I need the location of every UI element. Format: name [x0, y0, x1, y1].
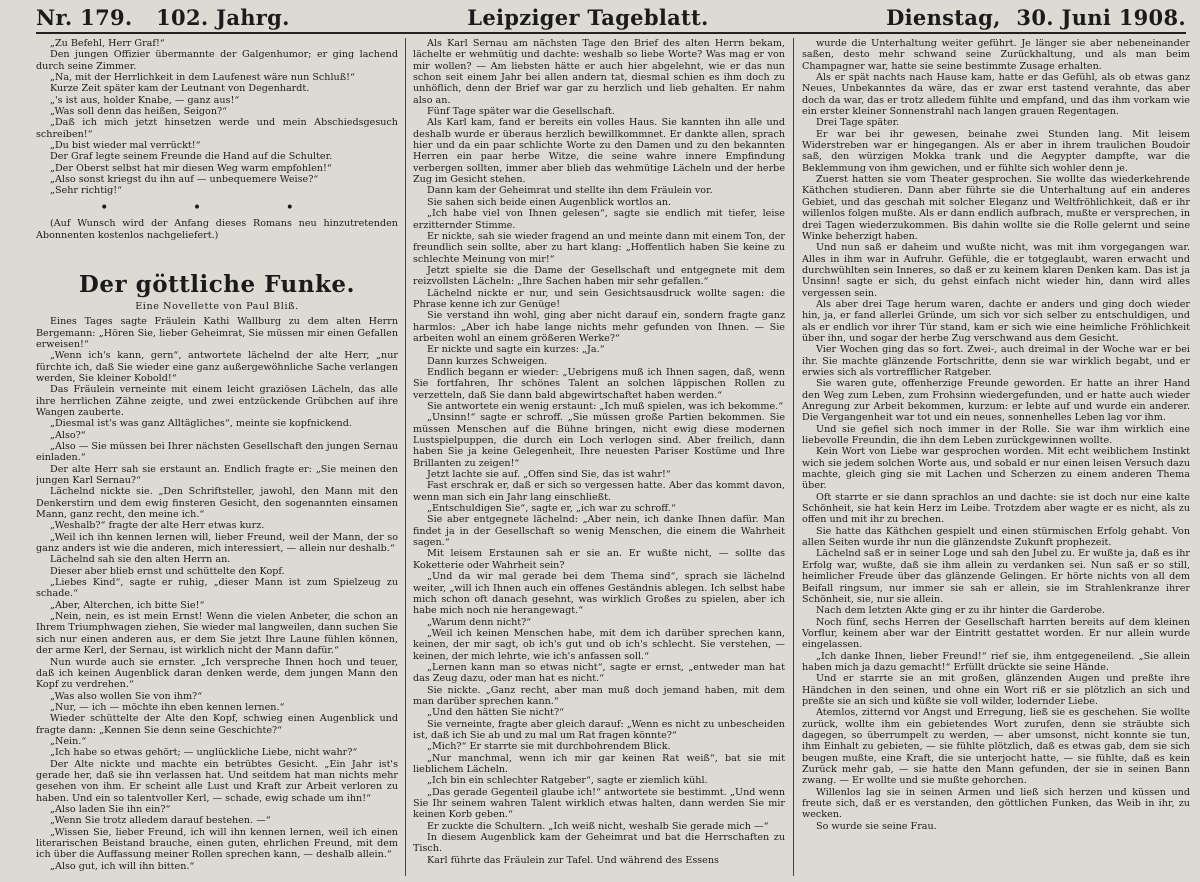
paragraph: Und er starrte sie an mit großen, glänzenden Augen und preßte ihre Händchen in den seinen, und ohne ein Wort riß er sie plötzlich an sich und preßte sie an sich und küßte sie voll wilder, lodernder Liebe.	[802, 673, 1190, 707]
paragraph: „Also laden Sie ihn ein?“	[50, 803, 171, 815]
paragraph: „'s ist aus, holder Knabe, — ganz aus!“	[50, 94, 240, 106]
paragraph: wurde die Unterhaltung weiter geführt. Je länger sie aber nebeneinander saßen, desto mehr schwand seine Zurückhaltung, und als man beim Champagner war, hatte sie seine bestimmte Zusage erhalten.	[802, 38, 1190, 72]
paragraph: Dann kam der Geheimrat und stellte ihn dem Fräulein vor.	[427, 185, 713, 197]
paragraph: Sie hatte das Käthchen gespielt und einen stürmischen Erfolg gehabt. Von allen Seiten wurde ihr nun die glänzendste Zukunft prophezeit.	[802, 525, 1190, 549]
paragraph: „Na, mit der Herrlichkeit in dem Laufenest wäre nun Schluß!“	[50, 72, 355, 84]
paragraph: „Sehr richtig!“	[50, 185, 123, 197]
column-divider	[793, 38, 794, 876]
paragraph: Jetzt spielte sie die Dame der Gesellschaft und entgegnete mit dem reizvollsten Lächeln: „Ihre Sachen haben mir sehr gefallen.“	[413, 264, 785, 288]
paragraph: „Weil ich keinen Menschen habe, mit dem ich darüber sprechen kann, keinen, der mir sagt, ob ich's gut und ob ich's schlecht. Sie verstehen, — keinen, der mich lehrte, wie ich's anfassen soll.“	[413, 627, 785, 662]
paragraph: „Was also wollen Sie von ihm?“	[50, 690, 203, 702]
paragraph: Als er spät nachts nach Hause kam, hatte er das Gefühl, als ob etwas ganz Neues, Unbekanntes da wäre, das er zwar erst tastend verahnte, das aber doch da war, das er trotz alledem fühlte und empfand, und das ihm vorkam wie ein erster kleiner Sonnenstrahl nach langen grauen Regentagen.	[802, 72, 1190, 118]
paragraph: Er war bei ihr gewesen, beinahe zwei Stunden lang. Mit leisem Widerstreben war er hingegangen. Als er aber in ihrem traulichen Boudoir saß, den würzigen Mokka trank und die Aegypter dampfte, war die Beklemmung von ihm gewichen, und er fühlte sich wohler denn je.	[802, 128, 1190, 174]
paragraph: „Und den hätten Sie nicht?“	[427, 707, 565, 719]
paragraph: Karl führte das Fräulein zur Tafel. Und während des Essens	[427, 854, 719, 866]
paragraph: Kurze Zeit später kam der Leutnant von Degenhardt.	[50, 83, 310, 95]
issue-date	[886, 5, 1186, 30]
paragraph: „Liebes Kind“, sagte er ruhig, „dieser Mann ist zum Spielzeug zu schade.“	[36, 577, 398, 600]
paragraph: Oft starrte er sie dann sprachlos an und dachte: sie ist doch nur eine kalte Schönheit, sie hat kein Herz im Leibe. Trotzdem aber wagte er es nicht, als zu offen und mit ihr zu brechen.	[802, 491, 1190, 526]
paragraph: „Nein.“	[50, 735, 87, 747]
paragraph: Lächelnd nickte er nur, und sein Gesichtsausdruck wollte sagen: die Phrase kenne ich zur Genüge!	[413, 287, 785, 310]
paragraph: Mit leisem Erstaunen sah er sie an. Er wußte nicht, — sollte das Koketterie oder Wahrheit sein?	[413, 548, 785, 571]
paragraph: Der alte Herr sah sie erstaunt an. Endlich fragte er: „Sie meinen den jungen Karl Sernau?“	[36, 463, 398, 486]
paragraph: Der Alte nickte und machte ein betrübtes Gesicht. „Ein Jahr ist's gerade her, daß sie ihn verlassen hat. Und seitdem hat man nichts mehr gesehen von ihm. Er scheint alle Lust und Kraft zur Arbeit verloren zu haben. Und ein so talentvoller Kerl, — schade, ewig schade um ihn!“	[36, 758, 398, 804]
paragraph: Drei Tage später.	[816, 117, 900, 129]
serial-novel-ending	[36, 38, 398, 197]
paragraph: „Nein, nein, es ist mein Ernst! Wenn die vielen Anbeter, die schon an Ihrem Triumphwagen ziehen, Sie wieder mal langweilen, dann suchen Sie sich nur einen anderen aus, er dem Sie jetzt Ihre Laune fühlen können, der arme Kerl, der Sernau, ist wirklich nicht der Mann dafür.“	[36, 611, 398, 657]
paragraph: Er nickte und sagte ein kurzes: „Ja.“	[427, 344, 605, 356]
section-separator: • • •	[100, 199, 334, 216]
paragraph: Vier Wochen ging das so fort. Zwei-, auch dreimal in der Woche war er bei ihr. Sie machte glänzende Fortschritte, denn sie war wirklich begabt, und er erwies sich als vortrefflicher Ratgeber.	[802, 344, 1190, 378]
paragraph: „Ich habe so etwas gehört; — unglückliche Liebe, nicht wahr?“	[50, 747, 358, 759]
editorial-note: (Auf Wunsch wird der Anfang dieses Romans neu hinzutretenden Abonnenten kostenlos nachgeliefert.)	[36, 218, 398, 241]
paragraph: Nun wurde auch sie ernster. „Ich verspreche Ihnen hoch und teuer, daß ich keinen Augenblick daran denken werde, dem jungen Mann den Kopf zu verdrehen.“	[36, 656, 398, 691]
paragraph: Lächelnd nickte sie. „Den Schriftsteller, jawohl, den Mann mit den Denkerstirn und dem ewig finsteren Gesicht, den sogenannten einsamen Mann, ganz recht, den meine ich.“	[36, 486, 398, 521]
paragraph: „Weil ich ihn kennen lernen will, lieber Freund, weil der Mann, der so ganz anders ist wie die anderen, mich interessiert, — allein nur deshalb.“	[36, 531, 398, 555]
paragraph: In diesem Augenblick kam der Geheimrat und bat die Herrschaften zu Tisch.	[413, 832, 785, 855]
paragraph: Sie sahen sich beide einen Augenblick wortlos an.	[427, 196, 672, 208]
paragraph: Als Karl Sernau am nächsten Tage den Brief des alten Herrn bekam, lächelte er wehmütig und dachte: weshalb so liebe Worte? Was mag er von mir wollen? — Am liebsten hätte er auch hier abgelehnt, wie er das nun schon seit einem Jahr bei allen andern tat, diesmal schien es ihm doch zu unhöflich, denn der Brief war gar zu herzlich und lieb gehalten. Er nahm also an.	[413, 38, 785, 106]
paragraph: Nach dem letzten Akte ging er zu ihr hinter die Garderobe.	[816, 605, 1106, 617]
paragraph: „Ich bin ein schlechter Ratgeber“, sagte er ziemlich kühl.	[427, 775, 708, 787]
paragraph: Willenlos lag sie in seinen Armen und ließ sich herzen und küssen und freute sich, daß er es verstanden, den göttlichen Funken, das Weib in ihr, zu wecken.	[802, 786, 1190, 821]
paragraph: „Entschuldigen Sie“, sagte er, „ich war zu schroff.“	[427, 503, 676, 515]
paragraph: „Nur, — ich — möchte ihn eben kennen lernen.“	[50, 701, 285, 713]
paragraph: Als aber drei Tage herum waren, dachte er anders und ging doch wieder hin, ja, er fand allerlei Gründe, um sich vor sich selber zu entschuldigen, und als er endlich vor ihrer Tür stand, kam er sich wie eine heimliche Fröhlichkeit über ihn, und sogar der herbe Zug verschwand aus dem Gesicht.	[802, 298, 1190, 344]
novel-byline: Eine Novellette von Paul Bliß.	[135, 300, 299, 312]
novel-text	[36, 316, 398, 872]
paragraph: Sie verneinte, fragte aber gleich darauf: „Wenn es nicht zu unbescheiden ist, daß ich Sie ab und zu mal um Rat fragen könnte?“	[413, 718, 785, 741]
paragraph: So wurde sie seine Frau.	[816, 820, 937, 832]
paragraph: Den jungen Offizier übermannte der Galgenhumor; er ging lachend durch seine Zimmer.	[36, 49, 398, 72]
column-2	[413, 38, 785, 876]
paragraph: Wieder schüttelte der Alte den Kopf, schwieg einen Augenblick und fragte dann: „Kennen Sie denn seine Geschichte?“	[36, 713, 398, 736]
date: 30. Juni 1908.	[1016, 4, 1186, 30]
paragraph: Er nickte, sah sie wieder fragend an und meinte dann mit einem Ton, der freundlich sein sollte, aber zu hart klang: „Hoffentlich haben Sie keine zu schlechte Meinung von mir!“	[413, 230, 785, 265]
paragraph: „Und da wir mal gerade bei dem Thema sind“, sprach sie lächelnd weiter, „will ich Ihnen auch ein offenes Geständnis ablegen. Ich selbst habe mich schon oft danach gesehnt, was wirklich Großes zu spielen, aber ich habe mich noch nie herangewagt.“	[413, 571, 785, 617]
paragraph: „Das gerade Gegenteil glaube ich!“ antwortete sie bestimmt. „Und wenn Sie Ihr seinem wahren Talent wirklich etwas halten, dann werden Sie mir keinen Korb geben.“	[413, 786, 785, 821]
column-3	[802, 38, 1190, 876]
weekday: Dienstag,	[886, 4, 1001, 30]
paragraph: Das Fräulein verneinte mit einem leicht graziösen Lächeln, das alle ihre herrlichen Zähne zeigte, und zwei entzückende Grübchen auf ihre Wangen zauberte.	[36, 384, 398, 418]
paragraph: „Du bist wieder mal verrückt!“	[50, 140, 201, 152]
paragraph: Sie verstand ihn wohl, ging aber nicht darauf ein, sondern fragte ganz harmlos: „Aber ich habe lange nichts mehr gefunden von Ihnen. — Sie arbeiten wohl an einem größeren Werke?“	[413, 310, 785, 344]
paragraph: „Wissen Sie, lieber Freund, ich will ihn kennen lernen, weil ich einen literarischen Beistand brauche, einen guten, ehrlichen Freund, mit dem ich über die Auffassung meiner Rollen sprechen kann, — deshalb allein.“	[36, 826, 398, 861]
paragraph: Eines Tages sagte Fräulein Kathi Wallburg zu dem alten Herrn Bergemann: „Hören Sie, lieber Geheimrat, Sie müssen mir einen Gefallen erweisen!“	[36, 316, 398, 350]
paragraph: Zuerst hatten sie vom Theater gesprochen. Sie wollte das wiederkehrende Käthchen studieren. Dann aber führte sie die Unterhaltung auf ein anderes Gebiet, und das geschah mit solcher Eleganz und Weltfröhlichkeit, daß er ihr willenlos folgen mußte. Als er dann endlich aufbrach, mußte er versprechen, in drei Tagen wiederzukommen. Bis dahin wollte sie die Rolle gelernt und seine Winke beherzigt haben.	[802, 174, 1190, 242]
paragraph: „Wenn Sie trotz alledem darauf bestehen. —“	[50, 815, 271, 827]
paragraph: Der Graf legte seinem Freunde die Hand auf die Schulter.	[50, 151, 333, 163]
volume-year: 102. Jahrg.	[156, 4, 290, 30]
paragraph: Dann kurzes Schweigen.	[427, 355, 548, 367]
paragraph: Fast erschrak er, daß er sich so vergessen hatte. Aber das kommt davon, wenn man sich ein Jahr lang einschließt.	[413, 480, 785, 503]
paragraph: „Daß ich mich jetzt hinsetzen werde und mein Abschiedsgesuch schreiben!“	[36, 117, 398, 140]
paragraph: Sie waren gute, offenherzige Freunde geworden. Er hatte an ihrer Hand den Weg zum Leben, zum Frohsinn wiedergefunden, und er hatte auch wieder Anregung zur Arbeit bekommen, kurzum: er lebte auf und wurde ein anderer. Die Vergangenheit war tot und ein neues, sonnenhelles Leben lag vor ihm.	[802, 378, 1190, 424]
masthead	[36, 2, 1186, 34]
paragraph: Jetzt lachte sie auf. „Offen sind Sie, das ist wahr!“	[427, 469, 671, 481]
paragraph: Noch fünf, sechs Herren der Gesellschaft harrten bereits auf dem kleinen Vorflur, keinem aber war der Eintritt gestattet worden. Er nur allein wurde eingelassen.	[802, 616, 1190, 651]
paragraph: Fünf Tage später war die Gesellschaft.	[427, 106, 616, 118]
paragraph: Als Karl kam, fand er bereits ein volles Haus. Sie kannten ihn alle und deshalb wurde er überaus herzlich bewillkommnet. Er dankte allen, sprach hier und da ein paar schlichte Worte zu den Damen und zu den bekannten Herren ein paar herbe Witze, die seine wahre innere Empfindung verbergen sollten, immer aber blieb das wehmütige Lächeln und der herbe Zug im Gesicht stehen.	[413, 117, 785, 186]
paragraph: Dieser aber blieb ernst und schüttelte den Kopf.	[50, 565, 285, 577]
paragraph: „Diesmal ist's was ganz Alltägliches“, meinte sie kopfnickend.	[50, 418, 352, 430]
paragraph: „Weshalb?“ fragte der alte Herr etwas kurz.	[50, 520, 265, 532]
paragraph: „Lernen kann man so etwas nicht“, sagte er ernst, „entweder man hat das Zeug dazu, oder man hat es nicht.“	[413, 661, 785, 685]
paragraph: Atemlos, zitternd vor Angst und Erregung, ließ sie es geschehen. Sie wollte zurück, wollte ihm ein gebietendes Wort zurufen, denn sie sträubte sich dagegen, so überrumpelt zu werden, — aber umsonst, nicht konnte sie tun, ihm Einhalt zu gebieten, — sie fühlte plötzlich, daß es etwas gab, dem sie sich beugen mußte, eine Kraft, die sie unterjocht hatte, — sie fühlte, daß es kein Zurück mehr gab, — sie hatte den Mann gefunden, der sie in seinen Bann zwang. — Er wollte und sie mußte gehorchen.	[802, 707, 1190, 787]
novel-text-continued	[413, 38, 785, 866]
paragraph: Endlich begann er wieder: „Uebrigens muß ich Ihnen sagen, daß, wenn Sie fortfahren, Ihr schönes Talent an solchen läppischen Rollen zu verzetteln, daß Sie dann bald abgewirtschaftet haben werden.“	[413, 366, 785, 401]
paragraph: „Aber, Alterchen, ich bitte Sie!“	[50, 599, 205, 611]
paragraph: „Was soll denn das heißen, Seigon?“	[50, 106, 228, 118]
paragraph: Lächelnd saß er in seiner Loge und sah den Jubel zu. Er wußte ja, daß es ihr Erfolg war, wußte, daß sie ihm allein zu verdanken sei. Nun saß er so still, heimlicher Freude über das glänzende Gelingen. Er hörte nichts von all dem Beifall ringsum, nur immer sie sah er allein, sie im Strahlenkranze ihrer Schönheit, sie, nur sie allein.	[802, 548, 1190, 605]
paragraph: Lächelnd sah sie den alten Herrn an.	[50, 554, 231, 566]
paragraph: „Ich habe viel von Ihnen gelesen“, sagte sie endlich mit tiefer, leise erzitternder Stimme.	[413, 208, 785, 231]
paragraph: „Warum denn nicht?“	[427, 616, 532, 628]
paragraph: „Unsinn!“ sagte er schroff. „Sie müssen große Partien bekommen. Sie müssen Menschen auf die Bühne bringen, nicht ewig diese modernen Lustspielpuppen, die durch ein Loch verlogen sind. Aber freilich, dann haben Sie ja keine Gelegenheit, Ihre neuesten Pariser Kostüme und Ihre Brillanten zu zeigen!“	[413, 412, 785, 469]
paragraph: „Nur manchmal, wenn ich mir gar keinen Rat weiß“, bat sie mit lieblichem Lächeln.	[413, 752, 785, 775]
paragraph: Und nun saß er daheim und wußte nicht, was mit ihm vorgegangen war. Alles in ihm war in Aufruhr. Gefühle, die er totgeglaubt, waren erwacht und durchwühlten sein Inneres, so daß er zu keinem klaren Denken kam. Das ist ja Unsinn! sagte er sich, du gehst einfach nicht wieder hin, dann wird alles vergessen sein.	[802, 242, 1190, 299]
column-1	[36, 38, 398, 876]
paragraph: „Also?“	[50, 429, 86, 441]
paragraph: „Der Oberst selbst hat mir diesen Weg warm empfohlen!“	[50, 162, 332, 174]
issue-number: Nr. 179.	[36, 4, 133, 30]
paragraph: „Zu Befehl, Herr Graf!“	[50, 38, 165, 49]
paragraph: Und sie gefiel sich noch immer in der Rolle. Sie war ihm wirklich eine liebevolle Freundin, die ihn dem Leben zurückgewinnen wollte.	[802, 423, 1190, 447]
paragraph: Sie aber entgegnete lächelnd: „Aber nein, ich danke Ihnen dafür. Man findet ja in der Gesellschaft so wenig Menschen, die einem die Wahrheit sagen.“	[413, 514, 785, 549]
paragraph: Sie nickte. „Ganz recht, aber man muß doch jemand haben, mit dem man darüber sprechen kann.“	[413, 684, 785, 707]
paragraph: Sie antwortete ein wenig erstaunt: „Ich muß spielen, was ich bekomme.“	[427, 401, 784, 412]
novel-text-conclusion	[802, 38, 1190, 832]
issue-info	[36, 5, 290, 30]
newspaper-title: Leipziger Tageblatt.	[467, 4, 709, 30]
paragraph: „Also — Sie müssen bei Ihrer nächsten Gesellschaft den jungen Sernau einladen.“	[36, 440, 398, 464]
novel-title: Der göttliche Funke.	[78, 270, 356, 298]
paragraph: „Also gut, ich will ihn bitten.“	[50, 860, 195, 872]
paragraph: „Wenn ich's kann, gern“, antwortete lächelnd der alte Herr, „nur fürchte ich, daß Sie wieder eine ganz außergewöhnliche Sache verlangen werden, Sie kleiner Kobold!“	[36, 350, 398, 384]
paragraph: Kein Wort von Liebe war gesprochen worden. Mit echt weiblichem Instinkt wich sie jedem solchen Worte aus, und sobald er nur einen leisen Versuch dazu machte, gleich ging sie mit Lachen und Scherzen zu einem anderen Thema über.	[802, 446, 1190, 492]
paragraph: „Ich danke Ihnen, lieber Freund!“ rief sie, ihm entgegeneilend. „Sie allein haben mich ja dazu gemacht!“ Erfüllt drückte sie seine Hände.	[802, 650, 1190, 673]
paragraph: Er zuckte die Schultern. „Ich weiß nicht, weshalb Sie gerade mich —“	[427, 820, 769, 832]
paragraph: „Mich?“ Er starrte sie mit durchbohrendem Blick.	[427, 741, 671, 753]
paragraph: „Also sonst kriegst du ihn auf — unbequemere Weise?“	[50, 174, 319, 186]
column-divider	[405, 38, 406, 876]
